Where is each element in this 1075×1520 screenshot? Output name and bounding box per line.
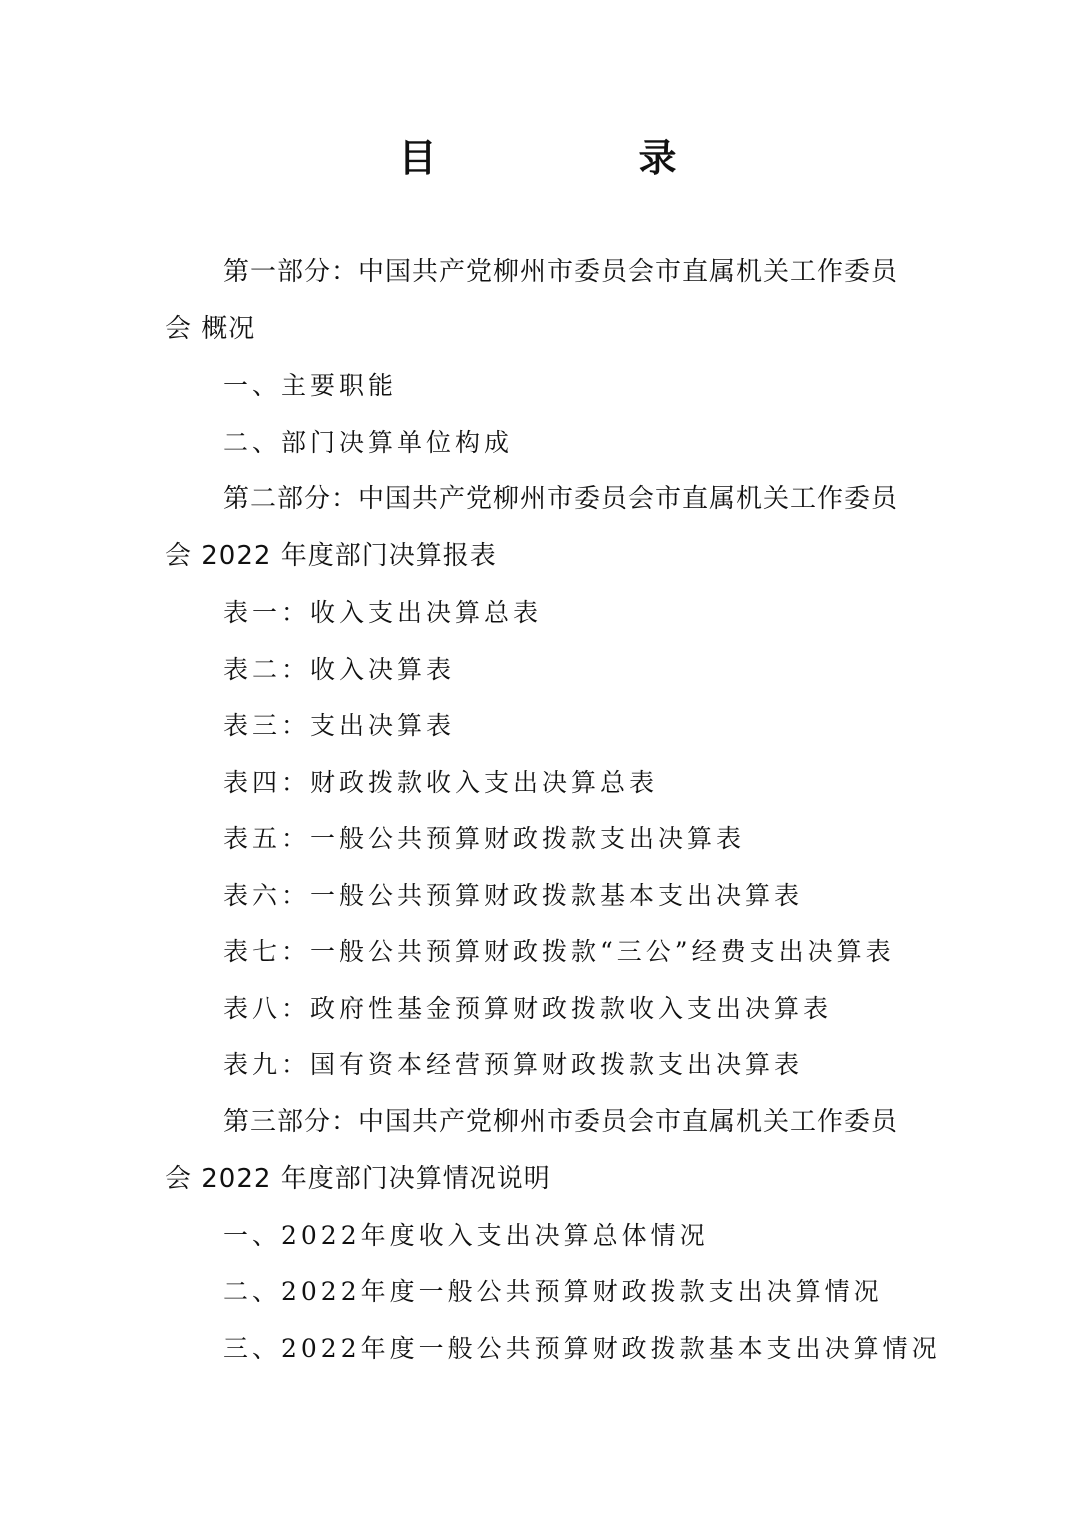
toc-part-3-item-1[interactable]: 一、2022年度收入支出决算总体情况	[223, 1220, 709, 1250]
toc-part-3-heading[interactable]: 第三部分：中国共产党柳州市委员会市直属机关工作委员会 2022 年度部门决算情况说明	[165, 1106, 899, 1194]
toc-part-2-item-5[interactable]: 表五：一般公共预算财政拨款支出决算表	[223, 824, 746, 853]
toc-part-2-item-3[interactable]: 表三：支出决算表	[223, 711, 456, 740]
toc-part-1-item-1[interactable]: 一、主要职能	[223, 371, 398, 400]
toc-part-1-heading[interactable]: 第一部分：中国共产党柳州市委员会市直属机关工作委员会 概况	[165, 257, 899, 344]
toc-part-3-item-3[interactable]: 三、2022年度一般公共预算财政拨款基本支出决算情况	[223, 1333, 941, 1363]
toc-part-2-item-9[interactable]: 表九：国有资本经营预算财政拨款支出决算表	[223, 1050, 804, 1079]
toc-part-2-item-7[interactable]: 表七：一般公共预算财政拨款“三公”经费支出决算表	[223, 937, 895, 966]
toc-part-2-heading[interactable]: 第二部分：中国共产党柳州市委员会市直属机关工作委员会 2022 年度部门决算报表	[165, 484, 899, 571]
toc-part-2-item-1[interactable]: 表一：收入支出决算总表	[223, 598, 543, 627]
toc-part-1-item-2[interactable]: 二、部门决算单位构成	[223, 427, 514, 457]
toc-part-2-item-8[interactable]: 表八：政府性基金预算财政拨款收入支出决算表	[223, 993, 833, 1023]
toc-part-2-item-6[interactable]: 表六：一般公共预算财政拨款基本支出决算表	[223, 880, 804, 910]
toc-part-2-item-2[interactable]: 表二：收入决算表	[223, 654, 456, 684]
page-title: 目 录	[398, 136, 759, 180]
toc-part-2-item-4[interactable]: 表四：财政拨款收入支出决算总表	[223, 767, 659, 797]
table-of-contents	[165, 244, 941, 1377]
toc-part-3-item-2[interactable]: 二、2022年度一般公共预算财政拨款支出决算情况	[223, 1277, 883, 1306]
